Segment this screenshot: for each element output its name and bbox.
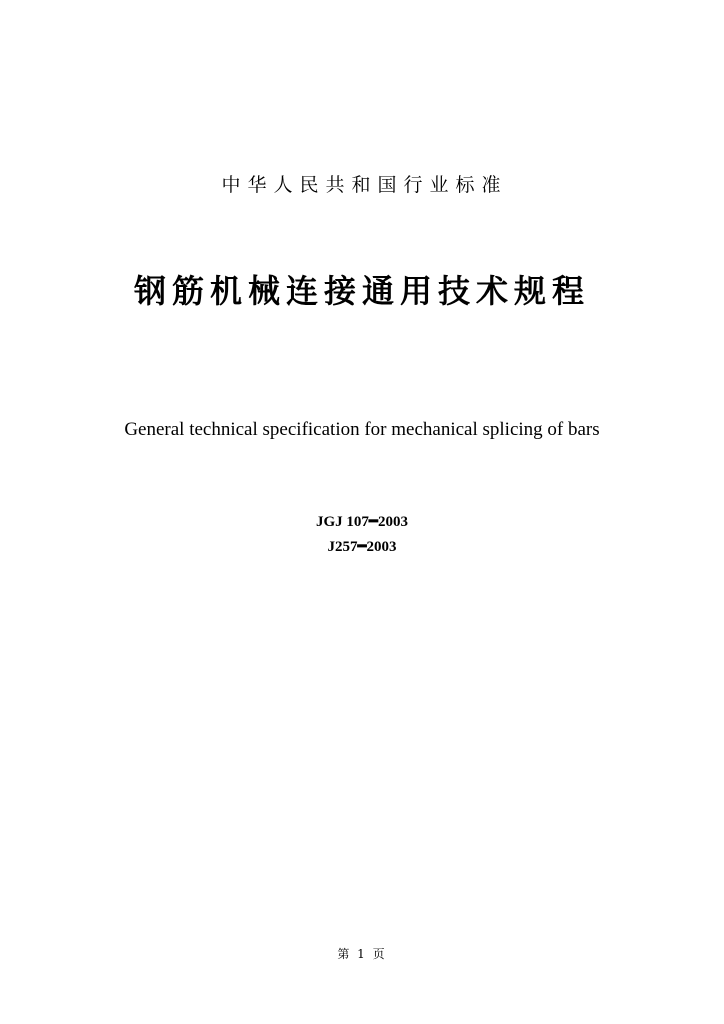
record-code: J257━2003 <box>327 539 397 555</box>
page-number: 第 1 页 <box>337 947 387 961</box>
english-subtitle: General technical specification for mechanical splicing of bars <box>124 419 600 440</box>
document-title: 钢筋机械连接通用技术规程 <box>133 272 590 310</box>
issuing-body-line: 中华人民共和国行业标准 <box>221 174 508 196</box>
standard-code: JGJ 107━2003 <box>316 514 408 530</box>
